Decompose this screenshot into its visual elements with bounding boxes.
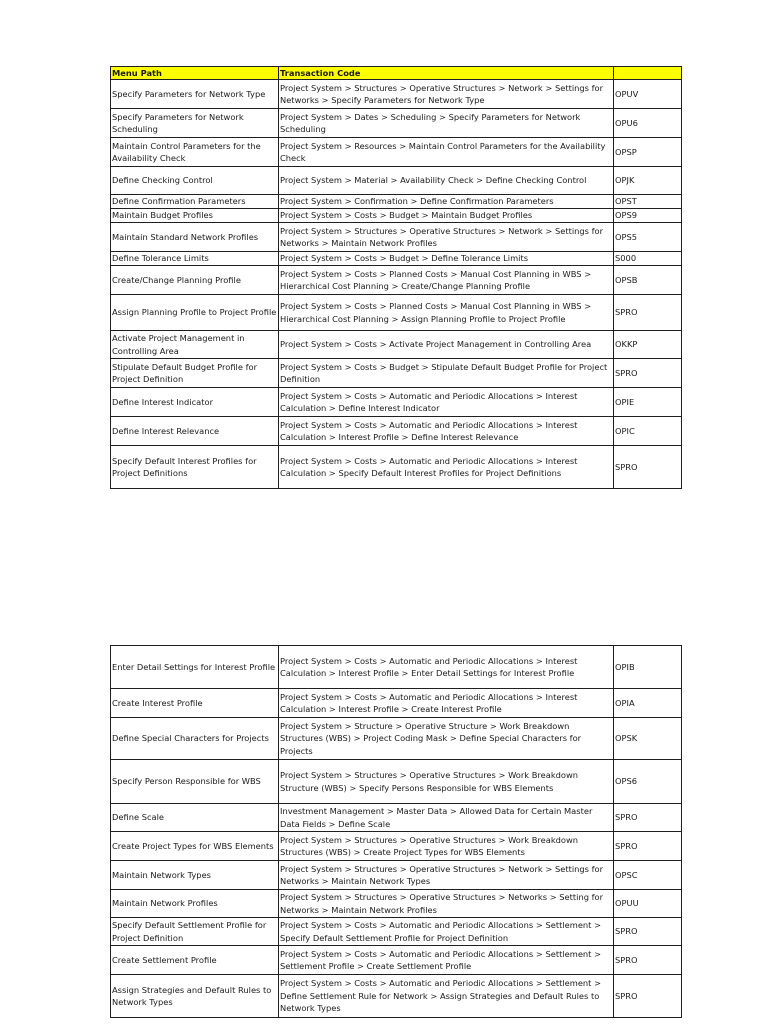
menu-path-cell: Define Interest Indicator [111,388,279,417]
transaction-path-cell: Project System > Costs > Budget > Define Tolerance Limits [279,252,614,266]
transaction-code-cell: OPUV [614,80,682,109]
transaction-path-cell: Project System > Costs > Automatic and Periodic Allocations > Interest Calculation > Interest Profile > Enter Detail Settings for Interest Profile [279,646,614,689]
table-row [111,804,682,832]
transaction-path-cell: Project System > Structures > Operative Structures > Network > Settings for Networks > Maintain Network Profiles [279,223,614,252]
transaction-path-cell: Project System > Costs > Automatic and Periodic Allocations > Interest Calculation > Interest Profile > Define Interest Relevance [279,417,614,446]
transaction-code-cell: OPUU [614,890,682,918]
transaction-code-cell: SPRO [614,946,682,975]
menu-path-cell: Create/Change Planning Profile [111,266,279,295]
transaction-code-cell: SPRO [614,446,682,489]
transaction-path-cell: Project System > Costs > Activate Project Management in Controlling Area [279,331,614,359]
menu-path-cell: Create Interest Profile [111,689,279,718]
menu-path-cell: Assign Strategies and Default Rules to Network Types [111,975,279,1018]
menu-path-cell: Specify Parameters for Network Type [111,80,279,109]
transaction-path-cell: Project System > Dates > Scheduling > Specify Parameters for Network Scheduling [279,109,614,138]
table-row [111,80,682,109]
table-row [111,918,682,946]
menu-path-cell: Maintain Control Parameters for the Availability Check [111,138,279,167]
transaction-path-cell: Project System > Confirmation > Define Confirmation Parameters [279,195,614,209]
table-row [111,832,682,861]
transaction-code-cell: OPS5 [614,223,682,252]
table-row [111,417,682,446]
transaction-path-cell: Project System > Costs > Planned Costs > Manual Cost Planning in WBS > Hierarchical Cost Planning > Create/Change Planning Profile [279,266,614,295]
menu-path-cell: Assign Planning Profile to Project Profile [111,295,279,331]
menu-path-cell: Specify Parameters for Network Scheduling [111,109,279,138]
transaction-code-cell: OPIA [614,689,682,718]
table-row [111,266,682,295]
transaction-code-cell: OPJK [614,167,682,195]
transaction-path-cell: Project System > Costs > Automatic and Periodic Allocations > Settlement > Define Settlement Rule for Network > Assign Strategies and Default Rules to Network Types [279,975,614,1018]
menu-path-cell: Define Special Characters for Projects [111,718,279,760]
menu-path-cell: Create Settlement Profile [111,946,279,975]
transaction-code-cell: OKKP [614,331,682,359]
menu-path-cell: Activate Project Management in Controlling Area [111,331,279,359]
transaction-code-cell: S000 [614,252,682,266]
transaction-path-cell: Project System > Costs > Automatic and Periodic Allocations > Interest Calculation > Define Interest Indicator [279,388,614,417]
transaction-path-cell: Project System > Costs > Budget > Maintain Budget Profiles [279,209,614,223]
transaction-path-cell: Project System > Structure > Operative Structure > Work Breakdown Structures (WBS) > Project Coding Mask > Define Special Characters for Projects [279,718,614,760]
transaction-path-cell: Project System > Structures > Operative Structures > Work Breakdown Structures (WBS) > Create Project Types for WBS Elements [279,832,614,861]
transaction-path-cell: Project System > Costs > Planned Costs > Manual Cost Planning in WBS > Hierarchical Cost Planning > Assign Planning Profile to Project Profile [279,295,614,331]
table-row [111,718,682,760]
transaction-path-cell: Project System > Structures > Operative Structures > Work Breakdown Structure (WBS) > Specify Persons Responsible for WBS Elements [279,760,614,804]
menu-path-cell: Define Confirmation Parameters [111,195,279,209]
transaction-code-cell: OPIE [614,388,682,417]
table-row [111,689,682,718]
transaction-code-cell: OPIB [614,646,682,689]
transaction-path-cell: Project System > Resources > Maintain Control Parameters for the Availability Check [279,138,614,167]
transaction-path-cell: Investment Management > Master Data > Allowed Data for Certain Master Data Fields > Define Scale [279,804,614,832]
transaction-path-cell: Project System > Material > Availability Check > Define Checking Control [279,167,614,195]
transaction-code-cell: SPRO [614,975,682,1018]
transaction-code-cell: OPS6 [614,760,682,804]
menu-path-cell: Define Tolerance Limits [111,252,279,266]
table-row [111,946,682,975]
table-row [111,209,682,223]
menu-path-cell: Create Project Types for WBS Elements [111,832,279,861]
transaction-code-cell: OPSP [614,138,682,167]
table-row [111,861,682,890]
transaction-path-cell: Project System > Costs > Budget > Stipulate Default Budget Profile for Project Definition [279,359,614,388]
transaction-code-cell: SPRO [614,832,682,861]
table-header-row [111,67,682,80]
transaction-path-cell: Project System > Structures > Operative Structures > Networks > Setting for Networks > Maintain Network Profiles [279,890,614,918]
menu-path-cell: Stipulate Default Budget Profile for Project Definition [111,359,279,388]
transaction-code-cell: OPIC [614,417,682,446]
transaction-code-cell: SPRO [614,295,682,331]
table-row [111,167,682,195]
menu-path-cell: Specify Default Settlement Profile for Project Definition [111,918,279,946]
transaction-path-cell: Project System > Costs > Automatic and Periodic Allocations > Interest Calculation > Specify Default Interest Profiles for Project Definitions [279,446,614,489]
transaction-table-bottom [110,645,682,1018]
transaction-code-cell: OPU6 [614,109,682,138]
menu-path-cell: Specify Person Responsible for WBS [111,760,279,804]
transaction-path-cell: Project System > Costs > Automatic and Periodic Allocations > Settlement > Settlement Profile > Create Settlement Profile [279,946,614,975]
header-menu-path: Menu Path [111,67,279,80]
menu-path-cell: Maintain Standard Network Profiles [111,223,279,252]
menu-path-cell: Enter Detail Settings for Interest Profile [111,646,279,689]
menu-path-cell: Define Checking Control [111,167,279,195]
transaction-code-cell: OPST [614,195,682,209]
table-row [111,446,682,489]
transaction-code-cell: OPSC [614,861,682,890]
transaction-code-cell: OPSB [614,266,682,295]
table-row [111,138,682,167]
table-row [111,109,682,138]
menu-path-cell: Maintain Budget Profiles [111,209,279,223]
transaction-code-cell: SPRO [614,804,682,832]
menu-path-cell: Maintain Network Types [111,861,279,890]
transaction-path-cell: Project System > Structures > Operative Structures > Network > Settings for Networks > Specify Parameters for Network Type [279,80,614,109]
table-row [111,223,682,252]
transaction-code-cell: OPS9 [614,209,682,223]
table-row [111,252,682,266]
transaction-path-cell: Project System > Costs > Automatic and Periodic Allocations > Settlement > Specify Default Settlement Profile for Project Definition [279,918,614,946]
menu-path-cell: Define Scale [111,804,279,832]
header-blank-cell [614,67,682,80]
header-transaction-code: Transaction Code [279,67,614,80]
transaction-table-top [110,66,682,489]
table-row [111,646,682,689]
transaction-path-cell: Project System > Costs > Automatic and Periodic Allocations > Interest Calculation > Interest Profile > Create Interest Profile [279,689,614,718]
transaction-code-cell: SPRO [614,359,682,388]
menu-path-cell: Specify Default Interest Profiles for Project Definitions [111,446,279,489]
table-row [111,975,682,1018]
table-row [111,295,682,331]
table-row [111,331,682,359]
table-row [111,195,682,209]
table-row [111,890,682,918]
table-row [111,359,682,388]
table-row [111,388,682,417]
transaction-code-cell: OPSK [614,718,682,760]
menu-path-cell: Maintain Network Profiles [111,890,279,918]
menu-path-cell: Define Interest Relevance [111,417,279,446]
transaction-path-cell: Project System > Structures > Operative Structures > Network > Settings for Networks > Maintain Network Types [279,861,614,890]
table-row [111,760,682,804]
transaction-code-cell: SPRO [614,918,682,946]
